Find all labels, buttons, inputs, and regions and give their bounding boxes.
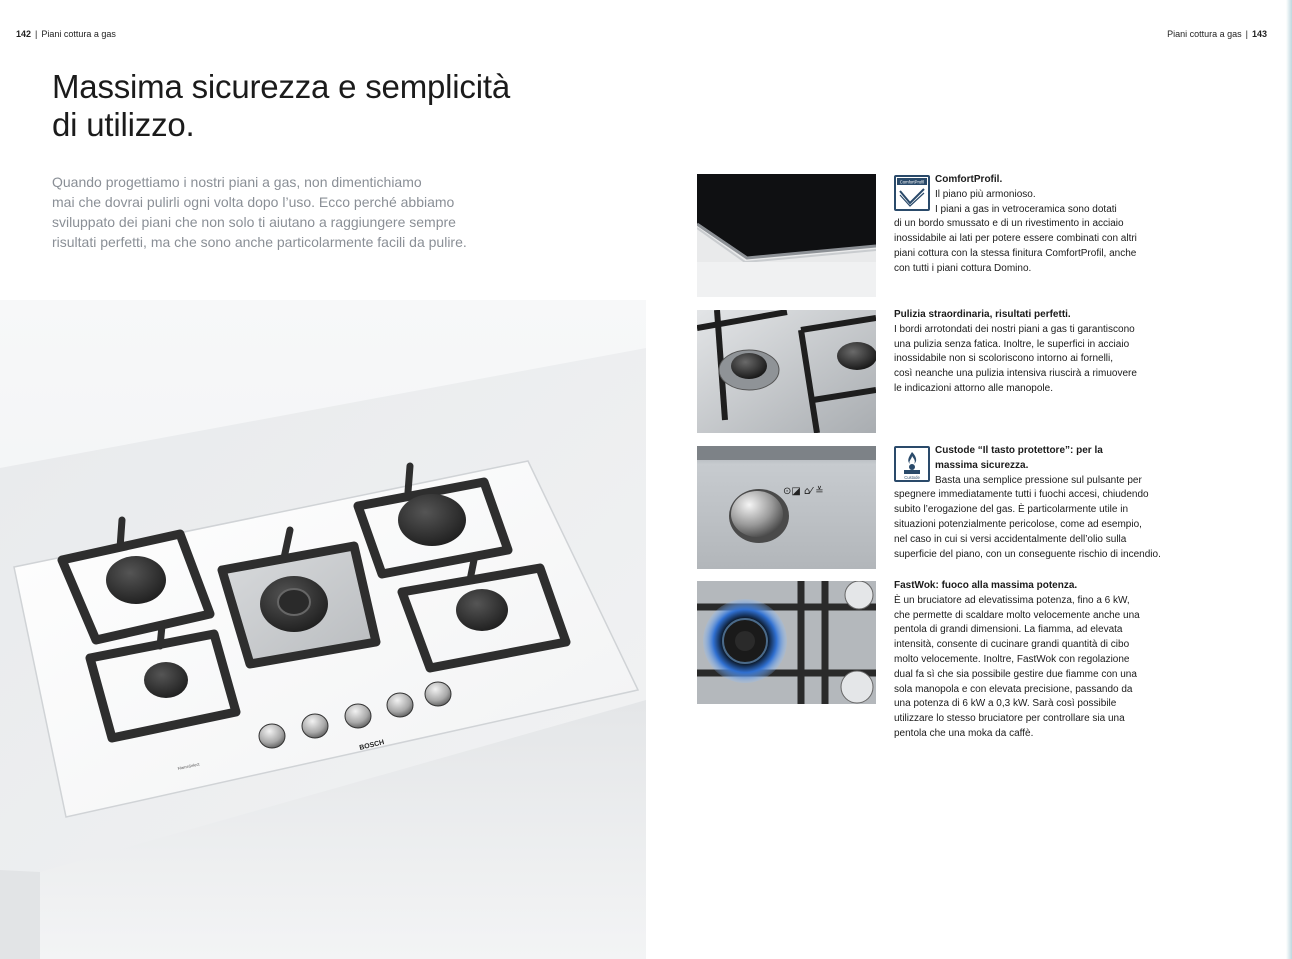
- feature-line: inossidabile ai lati per potere essere combinati con altri: [894, 233, 1137, 245]
- steel-burner-illustration: [697, 310, 876, 433]
- cleaning-photo: [697, 310, 876, 433]
- feature-title: FastWok: fuoco alla massima potenza.: [894, 580, 1078, 591]
- running-head-right: [1167, 29, 1267, 39]
- hob-brand-label: BOSCH: [358, 739, 386, 752]
- hob-flameselect-label: FlameSelect: [177, 761, 200, 771]
- feature-line: così neanche una pulizia intensiva riuscirà a rimuovere: [894, 368, 1137, 380]
- feature-line: pentola di grandi dimensioni. La fiamma, ad elevata: [894, 624, 1123, 636]
- feature-line: I piani a gas in vetroceramica sono dotati: [935, 203, 1117, 215]
- feature-line: situazioni potenzialmente pericolose, come ad esempio,: [894, 518, 1142, 530]
- feature-fastwok: [894, 579, 1166, 742]
- fastwok-photo: [697, 581, 876, 704]
- intro-line: risultati perfetti, ma che sono anche particolarmente facili da pulire.: [52, 234, 467, 250]
- feature-line: È un bruciatore ad elevatissima potenza, fino a 6 kW,: [894, 594, 1130, 606]
- feature-line: superficie del piano, con un conseguente rischio di incendio.: [894, 548, 1161, 560]
- feature-title: Pulizia straordinaria, risultati perfetti.: [894, 309, 1071, 320]
- running-head-left: [16, 29, 116, 39]
- intro-paragraph: [52, 172, 522, 252]
- feature-line: utilizzare lo stesso bruciatore per controllare sia una: [894, 713, 1125, 725]
- section-label-left: Piani cottura a gas: [41, 29, 116, 39]
- feature-line: spegnere immediatamente tutti i fuochi accesi, chiudendo: [894, 489, 1149, 501]
- comfortprofil-photo: [697, 174, 876, 297]
- feature-line: una pulizia senza fatica. Inoltre, le superfici in acciaio: [894, 338, 1130, 350]
- feature-comfortprofil: [894, 173, 1166, 277]
- page-edge-strip: [1286, 0, 1292, 959]
- feature-line: di un bordo smussato e di un rivestimento in acciaio: [894, 218, 1124, 230]
- comfortprofil-icon-label: ComfortProfil: [899, 179, 925, 185]
- feature-line: subito l’erogazione del gas. È particolarmente utile in: [894, 504, 1129, 516]
- custode-photo: [697, 446, 876, 569]
- page-number-left: 142: [16, 29, 32, 39]
- feature-line: sola manopola e con elevata precisione, passando da: [894, 683, 1133, 695]
- svg-text:⊙◪ ⌂⁄ ≚: ⊙◪ ⌂⁄ ≚: [783, 486, 824, 497]
- separator: |: [1245, 29, 1248, 39]
- feature-line: che permette di scaldare molto velocemente anche una: [894, 609, 1140, 621]
- separator: |: [35, 29, 38, 39]
- page-title-line: Massima sicurezza e semplicità: [52, 68, 510, 105]
- page-title-line: di utilizzo.: [52, 106, 195, 143]
- feature-title: Custode “Il tasto protettore”: per la: [935, 445, 1103, 456]
- intro-line: mai che dovrai pulirli ogni volta dopo l’uso. Ecco perché abbiamo: [52, 194, 455, 210]
- page-number-right: 143: [1251, 29, 1267, 39]
- feature-line: dual fa sì che sia possibile gestire due fiamme con una: [894, 668, 1137, 680]
- section-label-right: Piani cottura a gas: [1167, 29, 1242, 39]
- knob-panel-illustration: [697, 446, 876, 569]
- feature-line: con tutti i piani cottura Domino.: [894, 262, 1032, 274]
- gas-hob-illustration: [0, 300, 646, 959]
- feature-cleaning: [894, 308, 1166, 397]
- feature-line: Il piano più armonioso.: [935, 188, 1036, 200]
- glass-edge-illustration: [697, 174, 876, 297]
- feature-custode: [894, 444, 1166, 562]
- feature-line: I bordi arrotondati dei nostri piani a gas ti garantiscono: [894, 323, 1135, 335]
- feature-line: molto velocemente. Inoltre, FastWok con regolazione: [894, 653, 1130, 665]
- wok-flame-illustration: [697, 581, 876, 704]
- feature-line: piani cottura con la stessa finitura ComfortProfil, anche: [894, 247, 1137, 259]
- feature-line: nel caso in cui si versi accidentalmente dell’olio sulla: [894, 533, 1127, 545]
- feature-line: inossidabile non si scoloriscono intorno ai fornelli,: [894, 353, 1114, 365]
- hero-hob-image: [0, 300, 646, 959]
- feature-title: massima sicurezza.: [935, 459, 1029, 471]
- feature-line: una potenza di 6 kW a 0,3 kW. Sarà così possibile: [894, 698, 1117, 710]
- feature-line: pentola che una moka da caffè.: [894, 727, 1034, 739]
- feature-line: intensità, consente di cucinare grandi quantità di cibo: [894, 639, 1130, 651]
- feature-line: le indicazioni attorno alle manopole.: [894, 382, 1053, 394]
- custode-icon-label: Custode: [904, 475, 920, 480]
- intro-line: Quando progettiamo i nostri piani a gas, non dimentichiamo: [52, 174, 422, 190]
- feature-title: ComfortProfil.: [935, 174, 1003, 185]
- intro-line: sviluppato dei piani che non solo ti aiutano a raggiungere sempre: [52, 214, 456, 230]
- feature-line: Basta una semplice pressione sul pulsante per: [935, 474, 1142, 486]
- page-title: [52, 68, 612, 144]
